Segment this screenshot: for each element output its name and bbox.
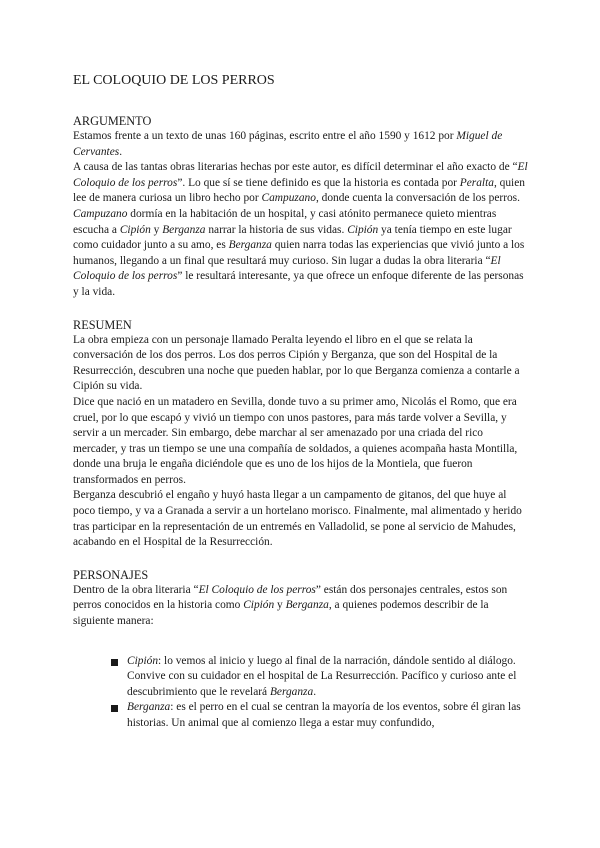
text-run: : <box>170 701 177 714</box>
list-item <box>111 700 530 731</box>
section-heading-argumento: ARGUMENTO <box>73 114 152 128</box>
italic-text: Peralta <box>459 176 494 189</box>
italic-text: El Coloquio de los perros <box>73 254 501 283</box>
italic-text: Campuzano <box>261 192 316 205</box>
text-run: quien narra todas las experiencias que vivió junto a los humanos, llegando a un final que resultará muy curioso. Sin lugar a dudas la obra literaria “ <box>73 239 525 267</box>
character-list <box>73 654 530 732</box>
italic-text: Cipión <box>243 599 275 612</box>
paragraph <box>73 129 530 160</box>
paragraph <box>73 207 530 301</box>
italic-text: Campuzano <box>73 207 128 220</box>
italic-text: El Coloquio de los perros <box>73 161 528 189</box>
paragraph <box>73 160 530 207</box>
section-heading-resumen: RESUMEN <box>73 317 132 332</box>
section-argumento <box>73 114 530 301</box>
italic-text: Berganza <box>269 685 314 698</box>
paragraph <box>73 583 530 630</box>
text-run: dormía en la habitación de un hospital, y casi atónito permanece quieto mientras escucha a <box>73 207 497 236</box>
text-run: : <box>158 654 165 667</box>
paragraph: La obra empieza con un personaje llamado Peralta leyendo el libro en el que se relata la conversación de los dos perros. Los dos perros Cipión y Berganza, que son del Hospital de la Resurrección, descubren una noche que pueden hablar, por lo que Berganza comienza a contarle a Cipión su vida. <box>73 333 520 393</box>
section-personajes <box>73 568 530 732</box>
text-run: , a quienes podemos describir de la siguiente manera: <box>73 599 489 628</box>
text-run: , quien lee de manera curiosa un libro hecho por <box>73 176 525 205</box>
paragraph: Dice que nació en un matadero en Sevilla, donde tuvo a su primer amo, Nicolás el Romo, que era cruel, por lo que escapó y vivió un tiempo con unos pastores, para más tarde volver a Sevilla, y servir a un mercader. Sin embargo, debe marchar al ser amenazado por una criada del rico mercader, y tras un tiempo se une una compañía de soldados, a quienes acompaña hasta Montilla, donde una bruja le engaña diciéndole que es uno de los hijos de la Montiela, que fueron transformados en perros. <box>73 395 518 486</box>
italic-text: El Coloquio de los perros <box>198 583 316 596</box>
text-run: ” le resultará interesante, ya que ofrece un enfoque diferente de las personas y la vida. <box>73 270 524 298</box>
text-run: Dentro de la obra literaria “ <box>73 583 199 596</box>
section-resumen <box>73 318 530 551</box>
square-bullet-icon <box>111 659 118 666</box>
italic-text: Berganza <box>228 239 272 252</box>
text-run: ”. Lo que sí se tiene definido es que la historia es contada por <box>177 176 460 189</box>
text-run: y <box>150 223 163 236</box>
italic-text: Berganza <box>162 223 206 236</box>
character-name: Cipión <box>127 654 159 667</box>
text-run: es el perro en el cual se centran la mayoría de los eventos, sobre él giran las historias. Un animal que al comienzo llega a estar muy confundido, <box>127 701 521 729</box>
square-bullet-icon <box>111 705 118 712</box>
italic-text: Cipión <box>347 223 379 236</box>
text-run: ya tenía tiempo en este lugar como cuidador junto a su amo, es <box>73 223 512 252</box>
text-run: lo vemos al inicio y luego al final de la narración, dándole sentido al diálogo. Convive con su cuidador en el hospital de La Resurrección. Pacífico y curioso ante el descubrimiento que le revelará <box>127 654 517 698</box>
text-run: ” están dos personajes centrales, estos son perros conocidos en la historia como <box>73 583 508 612</box>
document-title: EL COLOQUIO DE LOS PERROS <box>73 73 275 88</box>
text-run: Estamos frente a un texto de unas 160 páginas, escrito entre el año 1590 y 1612 por <box>73 130 457 142</box>
text-run: narrar la historia de sus vidas. <box>205 223 348 236</box>
italic-text: Miguel de Cervantes <box>73 130 503 158</box>
text-run: . <box>119 145 123 158</box>
text-run: y <box>274 599 286 612</box>
text-run: , donde cuenta la conversación de los perros. <box>315 192 520 205</box>
section-heading-personajes: PERSONAJES <box>73 567 149 582</box>
italic-text: Berganza <box>285 599 329 612</box>
italic-text: Cipión <box>119 223 151 236</box>
character-name: Berganza <box>127 701 171 714</box>
text-run: . <box>313 685 317 698</box>
text-run: A causa de las tantas obras literarias hechas por este autor, es difícil determinar el año exacto de “ <box>73 161 518 174</box>
paragraph: Berganza descubrió el engaño y huyó hasta llegar a un campamento de gitanos, del que huye al poco tiempo, y va a Granada a servir a un hortelano morisco. Finalmente, mal alimentado y herido tras participar en la representación de un entremés en Valladolid, se pone al servicio de Mahudes, acabando en el Hospital de la Resurrección. <box>73 489 522 549</box>
list-item <box>111 654 530 701</box>
